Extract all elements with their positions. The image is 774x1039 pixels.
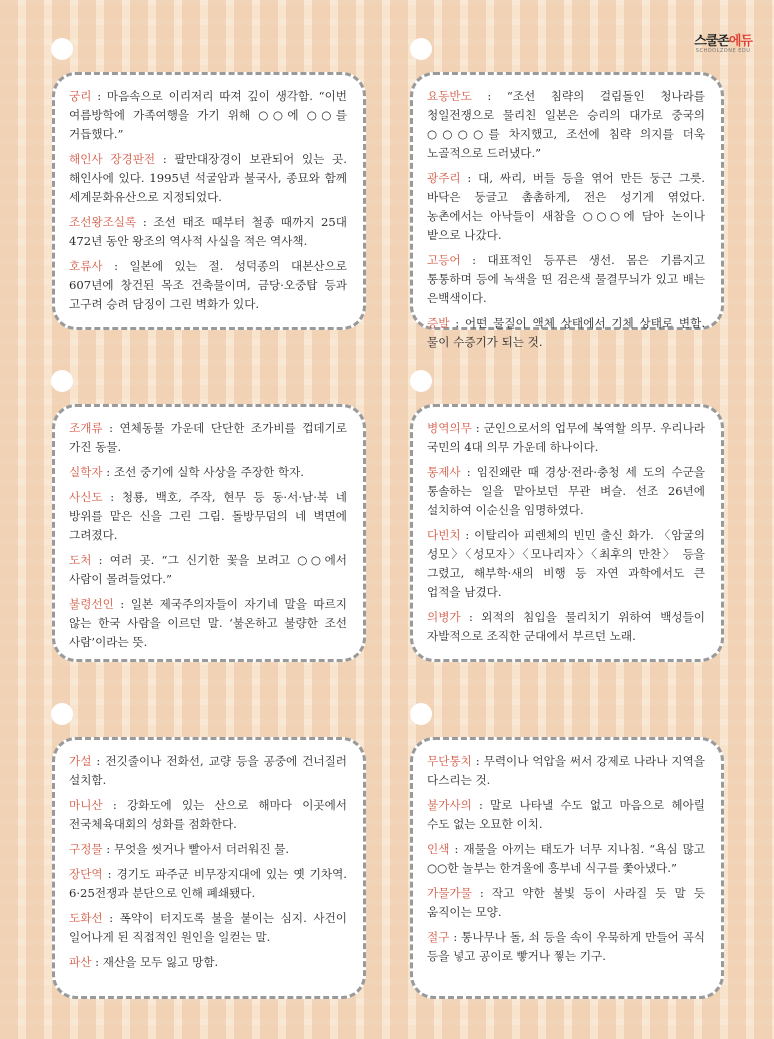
glossary-entry — [69, 909, 347, 947]
glossary-entry — [69, 595, 347, 652]
glossary-definition: 일본 제국주의자들이 자기네 말을 따르지 않는 한국 사람을 이르던 말. ‘불온하고 불량한 조선 사람’이라는 뜻. — [69, 597, 347, 649]
glossary-term: 장단역 — [69, 867, 103, 881]
glossary-entry — [427, 608, 705, 646]
glossary-term: 증발 — [427, 316, 450, 330]
glossary-definition: 청룡, 백호, 주작, 현무 등 동·서·남·북 네 방위를 맡은 신을 그린 그림. 돌방무덤의 네 벽면에 그려졌다. — [69, 490, 347, 542]
term-separator: : — [113, 597, 131, 611]
glossary-term: 의병가 — [427, 610, 461, 624]
glossary-definition: 외적의 침입을 물리치기 위하여 백성들이 자발적으로 조직한 군대에서 부르던 노래. — [427, 610, 705, 643]
decor-dot — [410, 370, 432, 392]
term-separator: : — [102, 490, 122, 504]
term-separator: : — [471, 798, 491, 812]
term-separator: : — [471, 754, 484, 768]
glossary-term: 도처 — [69, 553, 92, 567]
glossary-term: 파산 — [69, 955, 92, 969]
term-separator: : — [91, 754, 106, 768]
glossary-entry — [427, 752, 705, 790]
glossary-term: 조개류 — [69, 421, 103, 435]
glossary-entry — [69, 213, 347, 251]
glossary-term: 조선왕조실록 — [69, 215, 137, 229]
glossary-entry — [427, 463, 705, 520]
decor-dot — [51, 703, 73, 725]
term-separator: : — [471, 886, 492, 900]
glossary-term: 고등어 — [427, 253, 461, 267]
term-separator: : — [471, 89, 507, 103]
glossary-entry — [427, 840, 705, 878]
glossary-definition: 연체동물 가운데 단단한 조가비를 껍데기로 가진 동물. — [69, 421, 347, 454]
glossary-term: 무단통치 — [427, 754, 472, 768]
glossary-definition: 조선 태조 때부터 철종 때까지 25대 472년 동안 왕조의 역사적 사실을 적은 역사책. — [69, 215, 347, 248]
glossary-entry — [69, 551, 347, 589]
glossary-entry — [69, 953, 347, 972]
glossary-definition: 말로 나타낼 수도 없고 마음으로 헤아릴 수도 없는 오묘한 이치. — [427, 798, 705, 831]
glossary-entry — [427, 419, 705, 457]
glossary-term: 요동반도 — [427, 89, 472, 103]
glossary-definition: 통나무나 돌, 쇠 등을 속이 우묵하게 만들어 곡식 등을 넣고 공이로 빻거나 찧는 기구. — [427, 930, 705, 963]
term-separator: : — [460, 171, 479, 185]
glossary-term: 가물가물 — [427, 886, 472, 900]
glossary-card — [410, 737, 724, 999]
glossary-definition: 마음속으로 이리저리 따져 깊이 생각함. “이번 여름방학에 가족여행을 가기 위해 ○○에 ○○를 거듭했다.” — [69, 89, 347, 141]
glossary-entry — [69, 87, 347, 144]
glossary-term: 절구 — [427, 930, 450, 944]
term-separator: : — [102, 465, 114, 479]
term-separator: : — [460, 610, 482, 624]
term-separator: : — [449, 930, 462, 944]
glossary-term: 사신도 — [69, 490, 103, 504]
glossary-entry — [69, 796, 347, 834]
glossary-entry — [427, 314, 705, 352]
glossary-card — [52, 72, 366, 330]
glossary-definition: 강화도에 있는 산으로 해마다 이곳에서 전국체육대회의 성화를 점화한다. — [69, 798, 348, 831]
glossary-entry — [69, 488, 347, 545]
glossary-term: 실학자 — [69, 465, 103, 479]
term-separator: : — [102, 911, 120, 925]
glossary-entry — [427, 87, 705, 163]
glossary-definition: “조선 침략의 걸림돌인 청나라를 청일전쟁으로 물리친 일본은 승리의 대가로 중국의 ○○○○를 차지했고, 조선에 침략 의지를 더욱 노골적으로 드러냈다.” — [427, 89, 705, 160]
glossary-term: 가설 — [69, 754, 92, 768]
term-separator: : — [136, 215, 154, 229]
term-separator: : — [449, 842, 464, 856]
glossary-term: 광주리 — [427, 171, 461, 185]
term-separator: : — [102, 421, 120, 435]
glossary-term: 구정물 — [69, 842, 103, 856]
glossary-term: 마니산 — [69, 798, 103, 812]
glossary-entry — [69, 840, 347, 859]
glossary-entry — [69, 257, 347, 314]
glossary-entry — [427, 884, 705, 922]
glossary-entry — [69, 463, 347, 482]
term-separator: : — [460, 528, 475, 542]
glossary-definition: 재산을 모두 잃고 망함. — [102, 955, 219, 969]
glossary-term: 도화선 — [69, 911, 103, 925]
glossary-card — [410, 72, 724, 349]
term-separator: : — [471, 421, 484, 435]
glossary-entry — [427, 251, 705, 308]
glossary-definition: 임진왜란 때 경상·전라·충청 세 도의 수군을 통솔하는 일을 맡아보던 무관 벼슬. 선조 26년에 설치하여 이순신을 임명하였다. — [427, 465, 705, 517]
glossary-entry — [69, 150, 347, 207]
glossary-definition: 여러 곳. “그 신기한 꽃을 보려고 ○○에서 사람이 몰려들었다.” — [69, 553, 347, 586]
logo-wordmark: 스쿨존에듀 — [694, 34, 752, 49]
term-separator: : — [91, 955, 103, 969]
term-separator: : — [102, 842, 114, 856]
glossary-definition: 무엇을 씻거나 빨아서 더러워진 물. — [113, 842, 290, 856]
term-separator: : — [460, 465, 477, 479]
glossary-term: 불령선인 — [69, 597, 114, 611]
glossary-term: 통제사 — [427, 465, 461, 479]
glossary-definition: 무력이나 억압을 써서 강제로 나라나 지역을 다스리는 것. — [427, 754, 705, 787]
decor-dot — [410, 38, 432, 60]
term-separator: : — [91, 553, 110, 567]
glossary-entry — [427, 796, 705, 834]
glossary-definition: 전깃줄이나 전화선, 교량 등을 공중에 건너질러 설치함. — [69, 754, 347, 787]
glossary-definition: 경기도 파주군 비무장지대에 있는 옛 기차역. 6·25전쟁과 분단으로 인해 폐쇄됐다. — [69, 867, 347, 900]
term-separator: : — [102, 867, 117, 881]
decor-dot — [51, 38, 73, 60]
glossary-entry — [427, 169, 705, 245]
glossary-entry — [69, 865, 347, 903]
glossary-term: 병역의무 — [427, 421, 472, 435]
glossary-term: 궁리 — [69, 89, 92, 103]
glossary-definition: 작고 약한 불빛 등이 사라질 듯 말 듯 움직이는 모양. — [427, 886, 705, 919]
glossary-term: 해인사 장경판전 — [69, 152, 156, 166]
glossary-card — [52, 404, 366, 662]
glossary-card — [52, 737, 366, 999]
glossary-definition: 대, 싸리, 버들 등을 엮어 만든 둥근 그릇. 바닥은 둥글고 촘촘하게, 전은 성기게 엮었다. 농촌에서는 아낙들이 새참을 ○○○에 담아 논이나 밭으로 나갔다. — [427, 171, 705, 242]
term-separator: : — [102, 798, 127, 812]
glossary-entry — [69, 752, 347, 790]
glossary-entry — [427, 928, 705, 966]
glossary-card — [410, 404, 724, 662]
glossary-term: 호류사 — [69, 259, 103, 273]
term-separator: : — [91, 89, 107, 103]
term-separator: : — [449, 316, 465, 330]
glossary-definition: 대표적인 등푸른 생선. 몸은 기름지고 통통하며 등에 녹색을 띤 검은색 물결무늬가 있고 배는 은백색이다. — [427, 253, 705, 305]
logo-subtitle: SCHOOLZONE EDU — [695, 48, 751, 54]
glossary-definition: 어떤 물질이 액체 상태에서 기체 상태로 변함. 물이 수증기가 되는 것. — [427, 316, 706, 349]
glossary-definition: 폭약이 터지도록 불을 붙이는 심지. 사건이 일어나게 된 직접적인 원인을 일컫는 말. — [69, 911, 347, 944]
glossary-term: 인색 — [427, 842, 450, 856]
term-separator: : — [155, 152, 175, 166]
glossary-definition: 이탈리아 피렌체의 빈민 출신 화가. 〈암굴의 성모〉〈성모자〉〈모나리자〉〈최후의 만찬〉 등을 그렸고, 해부학·새의 비행 등 자연 과학에서도 큰 업적을 남겼다. — [427, 528, 705, 599]
decor-dot — [51, 370, 73, 392]
glossary-term: 다빈치 — [427, 528, 461, 542]
term-separator: : — [102, 259, 130, 273]
decor-dot — [410, 703, 432, 725]
glossary-definition: 조선 중기에 실학 사상을 주장한 학자. — [113, 465, 304, 479]
glossary-term: 불가사의 — [427, 798, 472, 812]
glossary-definition: 팔만대장경이 보관되어 있는 곳. 해인사에 있다. 1995년 석굴암과 불국사, 종묘와 함께 세계문화유산으로 지정되었다. — [69, 152, 347, 204]
glossary-entry — [427, 526, 705, 602]
term-separator: : — [460, 253, 488, 267]
glossary-definition: 일본에 있는 절. 성덕종의 대본산으로 607년에 창건된 목조 건축물이며, 금당·오중탑 등과 고구려 승려 담징이 그린 벽화가 있다. — [69, 259, 347, 311]
glossary-entry — [69, 419, 347, 457]
glossary-definition: 재물을 아끼는 태도가 너무 지나침. “욕심 많고 ○○한 놀부는 한겨울에 흥부네 식구를 쫓아냈다.” — [427, 842, 705, 875]
glossary-definition: 군인으로서의 업무에 복역할 의무. 우리나라 국민의 4대 의무 가운데 하나이다. — [427, 421, 705, 454]
brand-logo — [694, 30, 752, 54]
